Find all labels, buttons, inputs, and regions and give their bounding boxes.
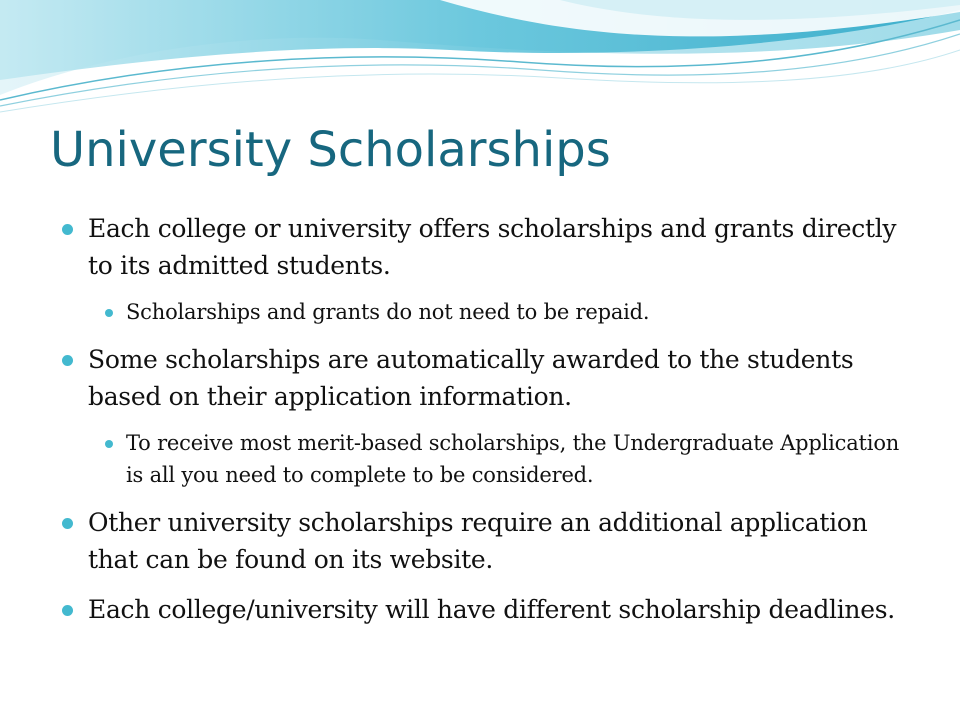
bullet-text: Each college/university will have different scholarship deadlines. (88, 595, 895, 624)
sub-bullet-item (60, 427, 920, 491)
bullet-dot-icon (105, 440, 113, 448)
bullet-item (60, 591, 920, 628)
sub-bullet-text: Scholarships and grants do not need to be repaid. (126, 300, 650, 324)
bullet-dot-icon (62, 518, 73, 529)
bullet-item (60, 504, 920, 578)
slide-title: University Scholarships (50, 122, 611, 178)
bullet-text: Each college or university offers scholarships and grants directly to its admitted students. (88, 214, 897, 280)
decorative-wave-header (0, 0, 960, 120)
bullet-text: Some scholarships are automatically awarded to the students based on their application information. (88, 345, 854, 411)
bullet-dot-icon (62, 355, 73, 366)
bullet-dot-icon (105, 309, 113, 317)
bullet-dot-icon (62, 605, 73, 616)
bullet-item (60, 210, 920, 284)
sub-bullet-item (60, 296, 920, 328)
bullet-item (60, 341, 920, 415)
bullet-text: Other university scholarships require an additional application that can be found on its website. (88, 508, 868, 574)
sub-bullet-text: To receive most merit-based scholarships, the Undergraduate Application is all you need to complete to be considered. (126, 431, 900, 487)
bullet-list (60, 210, 920, 628)
bullet-dot-icon (62, 224, 73, 235)
